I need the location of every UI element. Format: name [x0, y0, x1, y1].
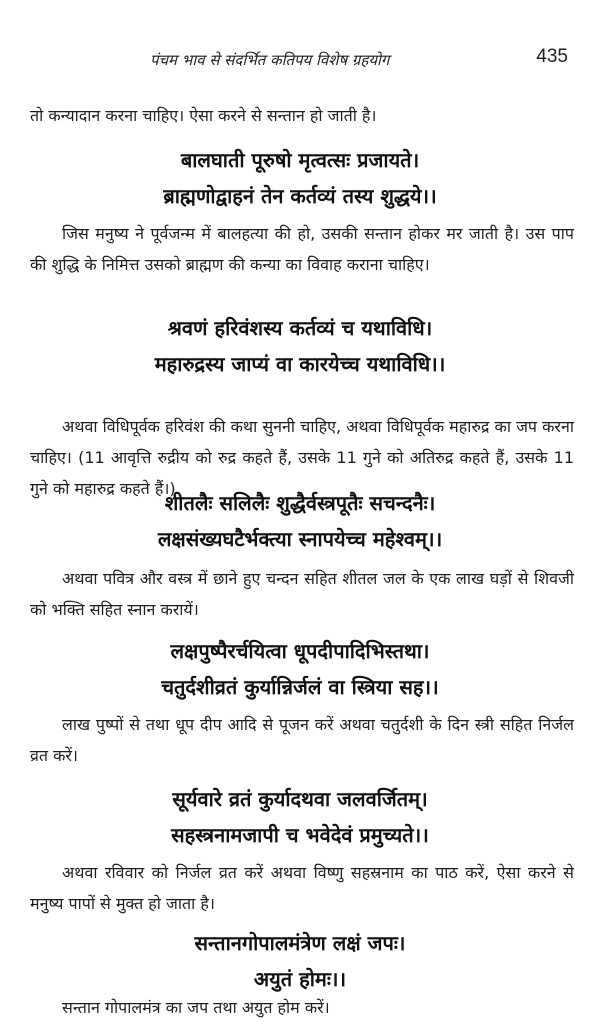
verse-3	[0, 485, 600, 557]
verse-1-line-2: ब्राह्मणोद्वाहनं तेन कर्तव्यं तस्य शुद्धये।।	[163, 184, 437, 208]
verse-3-line-2: लक्षसंख्यघटैर्भक्त्या स्नापयेच्च महेश्वम्।।	[157, 527, 443, 551]
page-number: 435	[536, 46, 568, 67]
running-title: पंचम भाव से संदर्भित कतिपय विशेष ग्रहयोग	[150, 51, 390, 69]
paragraph-6: सन्तान गोपालमंत्र का जप तथा अयुत होम करें।	[62, 998, 330, 1017]
page-header	[0, 46, 600, 74]
verse-2-line-1: श्रवणं हरिवंशस्य कर्तव्यं च यथाविधि।	[167, 316, 433, 340]
paragraph-3: अथवा पवित्र और वस्त्र में छाने हुए चन्दन सहित शीतल जल के एक लाख घड़ों से शिवजी को भक्ति सहित स्नान करायें।	[30, 569, 574, 619]
verse-6-line-2: अयुतं होमः।।	[253, 967, 347, 991]
verse-2-line-2: महारुद्रस्य जाप्यं वा कारयेच्च यथाविधि।।	[154, 352, 446, 376]
verse-5-line-1: सूर्यवारे व्रतं कुर्यादथवा जलवर्जितम्।	[172, 787, 428, 811]
verse-1-line-1: बालघाती पूरुषो मृत्वत्सः प्रजायते।	[180, 148, 420, 172]
verse-5-line-2: सहस्त्रनामजापी च भवेदेवं प्रमुच्यते।।	[171, 823, 429, 847]
paragraph-4: लाख पुष्पों से तथा धूप दीप आदि से पूजन करें अथवा चतुर्दशी के दिन स्त्री सहित निर्जल व्रत करें।	[30, 715, 574, 765]
verse-4-line-1: लक्षपुष्पैरर्चयित्वा धूपदीपादिभिस्तथा।	[170, 639, 430, 663]
paragraph-intro: तो कन्यादान करना चाहिए। ऐसा करने से सन्तान हो जाती है।	[30, 106, 377, 125]
verse-6	[0, 925, 600, 997]
verse-6-line-1: सन्तानगोपालमंत्रेण लक्षं जपः।	[194, 931, 406, 955]
paragraph-2: अथवा विधिपूर्वक हरिवंश की कथा सुननी चाहिए, अथवा विधिपूर्वक महारुद्र का जप करना चाहिए। (11 आवृत्ति रुद्रीय को रुद्र कहते हैं, उसके 11 गुने को अतिरुद्र कहते हैं, उसके 11 गुने को महारुद्र कहते हैं।)	[30, 417, 574, 498]
paragraph-5: अथवा रविवार को निर्जल व्रत करें अथवा विष्णु सहस्रनाम का पाठ करें, ऐसा करने से मनुष्य पापों से मुक्त हो जाता है।	[30, 863, 574, 913]
verse-5	[0, 781, 600, 853]
verse-2	[0, 310, 600, 382]
paragraph-1: जिस मनुष्य ने पूर्वजन्म में बालहत्या की हो, उसकी सन्तान होकर मर जाती है। उस पाप की शुद्धि के निमित्त उसको ब्राह्मण की कन्या का विवाह कराना चाहिए।	[30, 224, 574, 274]
verse-4	[0, 633, 600, 705]
verse-3-line-1: शीतलैः सलिलैः शुद्धैर्वस्त्रपूतैः सचन्दनैः।	[164, 491, 436, 515]
verse-4-line-2: चतुर्दशीव्रतं कुर्यान्निर्जलं वा स्त्रिया सह।।	[161, 675, 439, 699]
verse-1	[0, 142, 600, 214]
